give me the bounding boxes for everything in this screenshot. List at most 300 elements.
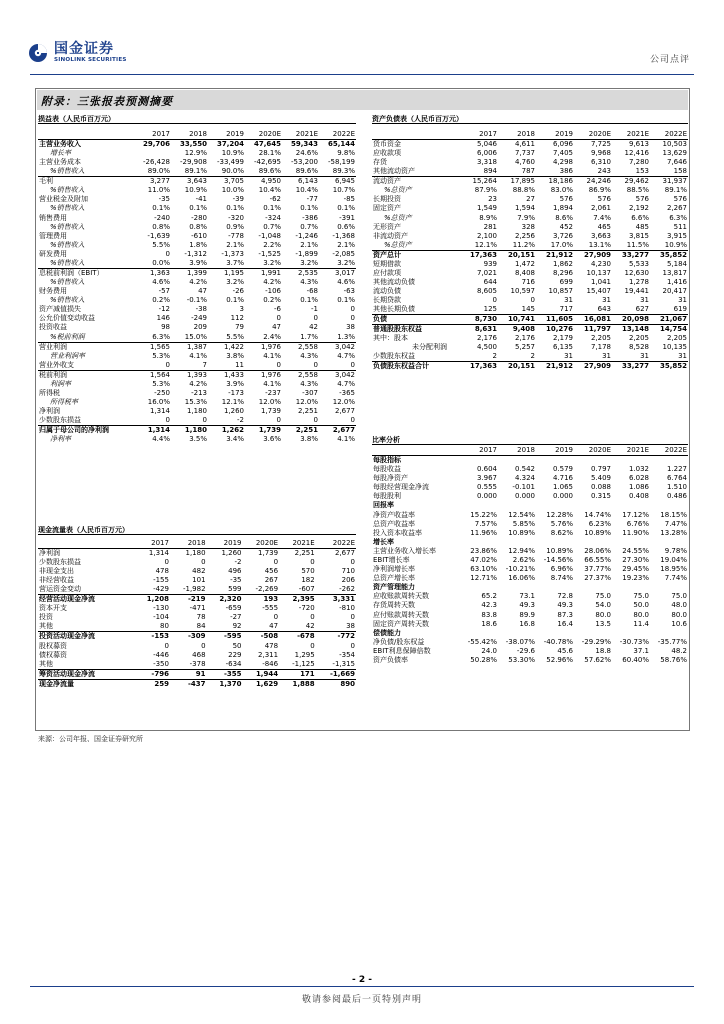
value-cell: 0 xyxy=(530,296,535,305)
value-cell: 50 xyxy=(232,641,242,650)
value-cell: 16.06% xyxy=(508,574,535,583)
value-cell: -40.78% xyxy=(543,637,573,646)
table-row xyxy=(372,343,688,352)
value-cell: 10,597 xyxy=(510,287,535,296)
value-cell: -63 xyxy=(343,287,355,296)
value-cell: 10.4% xyxy=(295,186,318,195)
value-cell: 52.96% xyxy=(546,656,573,665)
year-header-cell: 2020E xyxy=(574,446,612,456)
value-cell: 3,017 xyxy=(319,268,356,278)
value-cell: 0 xyxy=(350,305,355,314)
value-cell: 12.9% xyxy=(184,149,207,158)
value-cell: -350 xyxy=(153,659,169,668)
value-cell: 54.0 xyxy=(595,601,611,610)
value-cell: -555 xyxy=(262,604,279,613)
row-label: %总资产 xyxy=(384,213,412,222)
value-cell: 0 xyxy=(273,613,279,622)
header-blank-cell xyxy=(372,130,460,140)
value-cell: 7.74% xyxy=(664,574,687,583)
value-cell: 6,945 xyxy=(319,177,356,187)
row-label: 毛利 xyxy=(38,177,134,187)
year-header-cell: 2021E xyxy=(282,130,319,140)
value-cell: 42 xyxy=(309,323,318,332)
value-cell: -437 xyxy=(170,679,207,689)
value-cell: 0.315 xyxy=(590,492,611,501)
table-row xyxy=(372,583,688,592)
row-label: 长期投资 xyxy=(373,195,401,204)
value-cell: 4.3% xyxy=(300,277,318,286)
page-number: - 2 - xyxy=(352,975,372,985)
row-label: 资产负债率 xyxy=(373,656,408,665)
value-cell: 2,677 xyxy=(319,425,356,435)
value-cell: 89.0% xyxy=(147,167,170,176)
value-cell: 3,663 xyxy=(590,231,611,240)
row-label: 增长率 xyxy=(50,149,71,158)
value-cell: 24.0 xyxy=(481,646,497,655)
value-cell: 7.57% xyxy=(474,519,497,528)
value-cell: 6,143 xyxy=(282,177,319,187)
value-cell: 13,817 xyxy=(662,268,687,277)
value-cell: 171 xyxy=(279,669,316,679)
table-row xyxy=(38,259,356,269)
row-label: 其中：股本 xyxy=(373,334,408,343)
row-label: 短期借款 xyxy=(373,259,401,268)
row-label: 净利润增长率 xyxy=(373,565,415,574)
value-cell: 2,176 xyxy=(476,334,497,343)
table-row xyxy=(38,361,356,371)
value-cell: -1,373 xyxy=(221,249,244,258)
value-cell: 2.1% xyxy=(226,240,244,249)
value-cell xyxy=(498,538,536,547)
value-cell: 11.96% xyxy=(470,528,497,537)
value-cell: 17.12% xyxy=(622,510,649,519)
value-cell: 4.3% xyxy=(300,379,318,388)
row-label: 少数股东损益 xyxy=(39,415,81,424)
value-cell: 3.5% xyxy=(189,435,207,444)
table-row xyxy=(372,465,688,474)
value-cell: 576 xyxy=(597,195,611,204)
value-cell: 328 xyxy=(521,222,535,231)
value-cell: 6.23% xyxy=(588,519,611,528)
value-cell: 80 xyxy=(160,622,169,631)
table-row xyxy=(38,558,356,567)
value-cell: -796 xyxy=(134,669,170,679)
value-cell: 10.6 xyxy=(671,619,687,628)
value-cell: 0 xyxy=(165,360,170,369)
value-cell: 14.74% xyxy=(584,510,611,519)
value-cell: 24.55% xyxy=(622,546,649,555)
table-row xyxy=(38,204,356,213)
row-label: 息税前利润（EBIT） xyxy=(38,268,134,278)
row-label: 管理费用 xyxy=(39,231,67,240)
cashflow-table xyxy=(38,539,356,689)
value-cell: 21,067 xyxy=(650,315,688,325)
value-cell: 2.62% xyxy=(512,555,535,564)
value-cell: 717 xyxy=(559,305,573,314)
value-cell: 939 xyxy=(483,259,497,268)
table-row xyxy=(38,296,356,305)
value-cell: 58.76% xyxy=(660,656,687,665)
value-cell xyxy=(536,629,574,638)
value-cell: 4.7% xyxy=(337,379,355,388)
value-cell: 125 xyxy=(483,305,497,314)
value-cell: 0.486 xyxy=(666,492,687,501)
value-cell: 0 xyxy=(276,415,281,424)
value-cell: -2,085 xyxy=(332,249,355,258)
year-header-row xyxy=(38,130,356,140)
table-row xyxy=(372,574,688,583)
value-cell: -27 xyxy=(230,613,242,622)
table-row xyxy=(38,425,356,435)
row-label: 现金净流量 xyxy=(38,679,134,689)
value-cell: 2,677 xyxy=(334,406,355,415)
value-cell: 24,246 xyxy=(574,177,612,187)
value-cell: 21,912 xyxy=(536,362,574,372)
value-cell: -365 xyxy=(339,388,355,397)
value-cell: 0.6% xyxy=(337,222,355,231)
value-cell: -446 xyxy=(153,650,169,659)
row-label: 固定资产 xyxy=(373,204,401,213)
year-header-cell: 2018 xyxy=(170,539,207,549)
value-cell: -33,499 xyxy=(216,158,244,167)
value-cell: 31 xyxy=(678,352,687,361)
value-cell: 20,417 xyxy=(662,287,687,296)
value-cell: 576 xyxy=(559,195,573,204)
value-cell: 59,343 xyxy=(290,140,318,148)
value-cell: 386 xyxy=(559,167,573,176)
value-cell: 7.47% xyxy=(664,519,687,528)
value-cell: -1,982 xyxy=(182,585,206,594)
row-label: 财务费用 xyxy=(39,287,67,296)
table-row xyxy=(372,232,688,241)
value-cell: 12.1% xyxy=(474,240,497,249)
table-row xyxy=(38,595,356,605)
value-cell: -309 xyxy=(170,632,207,642)
value-cell: 153 xyxy=(635,167,649,176)
value-cell: 3.2% xyxy=(300,258,318,267)
ratio-title: 比率分析 xyxy=(372,435,688,445)
row-label: 主营业务收入 xyxy=(39,140,81,148)
value-cell: 6.76% xyxy=(626,519,649,528)
value-cell: 0.000 xyxy=(514,492,535,501)
value-cell: 48.0 xyxy=(671,601,687,610)
value-cell: 10,503 xyxy=(662,140,687,148)
value-cell: 3.2% xyxy=(337,258,355,267)
value-cell: 86.9% xyxy=(588,186,611,195)
value-cell: 89.1% xyxy=(184,167,207,176)
year-header-cell: 2019 xyxy=(536,130,574,140)
value-cell: 0.1% xyxy=(337,296,355,305)
value-cell: -2 xyxy=(234,558,242,567)
row-label: EBIT利息保障倍数 xyxy=(373,646,431,655)
value-cell: -10.21% xyxy=(505,565,535,574)
row-label: 投资收益 xyxy=(39,323,67,332)
page-header xyxy=(0,0,724,78)
row-label: 净利润 xyxy=(39,549,60,557)
value-cell: 0.7% xyxy=(300,222,318,231)
value-cell: 11.2% xyxy=(512,240,535,249)
value-cell: -386 xyxy=(302,213,318,222)
value-cell: 18.15% xyxy=(660,510,687,519)
value-cell: 1.3% xyxy=(337,332,355,341)
value-cell: 1,976 xyxy=(245,370,282,380)
value-cell: 267 xyxy=(264,576,279,585)
value-cell: 2,100 xyxy=(476,231,497,240)
value-cell: 13.1% xyxy=(588,240,611,249)
row-label: 经营活动现金净流 xyxy=(38,595,134,605)
value-cell: 0.088 xyxy=(590,483,611,492)
value-cell: 3.4% xyxy=(226,435,244,444)
value-cell: 31 xyxy=(602,352,611,361)
value-cell: 0.000 xyxy=(552,492,573,501)
value-cell: 3.8% xyxy=(226,351,244,360)
table-row xyxy=(372,529,688,538)
row-label: %销售收入 xyxy=(50,167,85,176)
value-cell: 0 xyxy=(310,558,315,567)
value-cell: 31 xyxy=(564,352,573,361)
value-cell: 16.0% xyxy=(147,397,170,406)
value-cell: -1,368 xyxy=(332,231,355,240)
value-cell: 37,204 xyxy=(216,140,244,148)
value-cell: 1,888 xyxy=(279,679,316,689)
value-cell: 19,441 xyxy=(624,287,649,296)
value-cell: 73.1 xyxy=(519,592,535,601)
value-cell: 8,730 xyxy=(460,315,498,325)
value-cell: 31 xyxy=(640,352,649,361)
value-cell: 0.7% xyxy=(263,222,281,231)
value-cell: -508 xyxy=(243,632,280,642)
table-row xyxy=(38,186,356,195)
value-cell: -35 xyxy=(230,576,242,585)
table-row xyxy=(38,158,356,167)
value-cell: 3.9% xyxy=(226,379,244,388)
value-cell: -1 xyxy=(311,305,318,314)
value-cell: 894 xyxy=(483,167,497,176)
value-cell: 4,611 xyxy=(514,140,535,148)
value-cell: 1,739 xyxy=(260,406,281,415)
value-cell: 10,276 xyxy=(536,325,574,335)
value-cell: 599 xyxy=(228,585,242,594)
row-label: 研发费用 xyxy=(39,249,67,258)
table-row xyxy=(372,601,688,610)
value-cell: 10.9% xyxy=(184,186,207,195)
value-cell: 23.86% xyxy=(470,546,497,555)
value-cell: 4.2% xyxy=(189,379,207,388)
table-row xyxy=(38,407,356,416)
value-cell: 66.55% xyxy=(584,555,611,564)
value-cell: 13.5 xyxy=(595,619,611,628)
row-label: 营业外收支 xyxy=(39,360,74,369)
table-row xyxy=(372,269,688,278)
value-cell: 1,208 xyxy=(134,595,170,605)
value-cell: 9,613 xyxy=(628,140,649,148)
value-cell: -35.77% xyxy=(657,637,687,646)
value-cell: 0 xyxy=(165,249,170,258)
value-cell: 7,021 xyxy=(476,268,497,277)
table-row xyxy=(38,389,356,398)
value-cell: 3,318 xyxy=(476,158,497,167)
header-divider xyxy=(30,74,694,75)
year-header-cell: 2017 xyxy=(134,539,170,549)
value-cell: 10.0% xyxy=(221,186,244,195)
value-cell: 2,677 xyxy=(334,549,355,557)
row-label: 应收款项 xyxy=(373,149,401,158)
value-cell: 8,296 xyxy=(552,268,573,277)
value-cell: 12.0% xyxy=(258,397,281,406)
value-cell: 2,558 xyxy=(282,370,319,380)
value-cell: 716 xyxy=(521,277,535,286)
value-cell: 17,895 xyxy=(498,177,536,187)
value-cell: 6.3% xyxy=(152,332,170,341)
cashflow-title: 现金流量表（人民币百万元） xyxy=(38,525,356,535)
table-row xyxy=(38,679,356,689)
value-cell: -0.1% xyxy=(186,296,207,305)
table-row xyxy=(372,186,688,195)
appendix-title-bar xyxy=(37,90,688,110)
value-cell xyxy=(536,538,574,547)
value-cell: 23 xyxy=(488,195,497,204)
value-cell: 6,006 xyxy=(476,149,497,158)
value-cell: 88.5% xyxy=(626,186,649,195)
value-cell: 890 xyxy=(316,679,356,689)
row-label: 净利润 xyxy=(39,406,60,415)
table-row xyxy=(38,241,356,250)
value-cell: 2,267 xyxy=(666,204,687,213)
year-header-cell: 2019 xyxy=(207,539,243,549)
value-cell: 0.9% xyxy=(226,222,244,231)
value-cell: 2.1% xyxy=(300,240,318,249)
value-cell: 18,186 xyxy=(536,177,574,187)
value-cell: 0 xyxy=(313,314,318,323)
value-cell: 88.8% xyxy=(512,186,535,195)
row-label: 非流动资产 xyxy=(373,231,408,240)
value-cell: 11.5% xyxy=(626,240,649,249)
value-cell: 20,151 xyxy=(498,250,536,260)
table-row xyxy=(372,325,688,335)
value-cell: 3.2% xyxy=(226,277,244,286)
row-label: 总资产增长率 xyxy=(373,574,415,583)
value-cell: 1.065 xyxy=(552,483,573,492)
value-cell: -280 xyxy=(191,213,207,222)
value-cell: 4.324 xyxy=(514,474,535,483)
value-cell: 12.54% xyxy=(508,510,535,519)
value-cell: 10.89% xyxy=(584,528,611,537)
value-cell: 7.9% xyxy=(517,213,535,222)
value-cell: 7,725 xyxy=(590,140,611,148)
table-row xyxy=(38,195,356,204)
value-cell: -41 xyxy=(195,195,207,204)
value-cell: 1,393 xyxy=(171,370,208,380)
value-cell: -55.42% xyxy=(467,637,497,646)
row-label: 无形资产 xyxy=(373,222,401,231)
table-row xyxy=(372,241,688,251)
company-logo xyxy=(28,42,127,64)
value-cell: 84 xyxy=(196,622,206,631)
value-cell: 3.967 xyxy=(476,474,497,483)
value-cell: 9.78% xyxy=(664,546,687,555)
value-cell: 33,277 xyxy=(612,362,650,372)
value-cell xyxy=(460,501,498,510)
value-cell: 89.3% xyxy=(332,167,355,176)
value-cell: 3.7% xyxy=(226,258,244,267)
value-cell: -77 xyxy=(306,195,318,204)
value-cell: 31 xyxy=(640,296,649,305)
value-cell: -378 xyxy=(189,659,206,668)
value-cell: 16.8 xyxy=(519,619,535,628)
table-row xyxy=(38,604,356,613)
value-cell: 643 xyxy=(597,305,611,314)
row-label: 货币资金 xyxy=(373,140,401,148)
value-cell: -1,899 xyxy=(295,249,318,258)
value-cell: 1,387 xyxy=(171,342,208,352)
value-cell: 0.2% xyxy=(263,296,281,305)
value-cell: 5.85% xyxy=(512,519,535,528)
value-cell: 27,909 xyxy=(574,250,612,260)
value-cell: 2,395 xyxy=(279,595,316,605)
value-cell: 10.4% xyxy=(258,186,281,195)
value-cell: 1,565 xyxy=(134,342,171,352)
value-cell: -106 xyxy=(265,287,281,296)
value-cell: 0.797 xyxy=(590,465,611,474)
value-cell: 28.1% xyxy=(258,149,281,158)
value-cell: 0.0% xyxy=(152,258,170,267)
row-label: 非现金支出 xyxy=(39,567,74,576)
value-cell: -155 xyxy=(153,576,169,585)
value-cell xyxy=(650,501,688,510)
value-cell: 0.2% xyxy=(152,296,170,305)
value-cell: 0 xyxy=(201,641,206,650)
value-cell: 112 xyxy=(230,314,244,323)
value-cell: 1,629 xyxy=(243,679,280,689)
table-row xyxy=(38,352,356,361)
value-cell: 0.1% xyxy=(263,204,281,213)
value-cell: 0 xyxy=(492,296,497,305)
value-cell: 37.1 xyxy=(633,646,649,655)
value-cell: 1,260 xyxy=(221,549,242,557)
value-cell: 0.1% xyxy=(152,204,170,213)
value-cell: 5.3% xyxy=(152,379,170,388)
value-cell: 2,205 xyxy=(628,334,649,343)
value-cell: 80.0 xyxy=(633,610,649,619)
value-cell: 2,061 xyxy=(590,204,611,213)
row-label: %税前利润 xyxy=(50,332,85,341)
value-cell: 2,205 xyxy=(590,334,611,343)
value-cell: 16.4 xyxy=(557,619,573,628)
table-row xyxy=(372,213,688,222)
value-cell: 10.9% xyxy=(221,149,244,158)
value-cell: 11.4 xyxy=(633,619,649,628)
value-cell xyxy=(460,629,498,638)
value-cell: 1,944 xyxy=(243,669,280,679)
footer-divider xyxy=(30,986,694,987)
value-cell: 80.0 xyxy=(671,610,687,619)
row-label: 长期贷款 xyxy=(373,296,401,305)
value-cell: 7.4% xyxy=(593,213,611,222)
year-header-cell: 2018 xyxy=(498,130,536,140)
value-cell: 1,180 xyxy=(171,425,208,435)
value-cell: 31 xyxy=(678,296,687,305)
value-cell: 7,737 xyxy=(514,149,535,158)
value-cell xyxy=(536,583,574,592)
row-label: 资产总计 xyxy=(372,250,460,260)
value-cell: 2 xyxy=(492,352,497,361)
value-cell: 10,135 xyxy=(662,343,687,352)
row-label: 税前利润 xyxy=(38,370,134,380)
table-row xyxy=(372,456,688,466)
table-row xyxy=(372,149,688,158)
value-cell: 92 xyxy=(232,622,242,631)
table-row xyxy=(38,268,356,278)
